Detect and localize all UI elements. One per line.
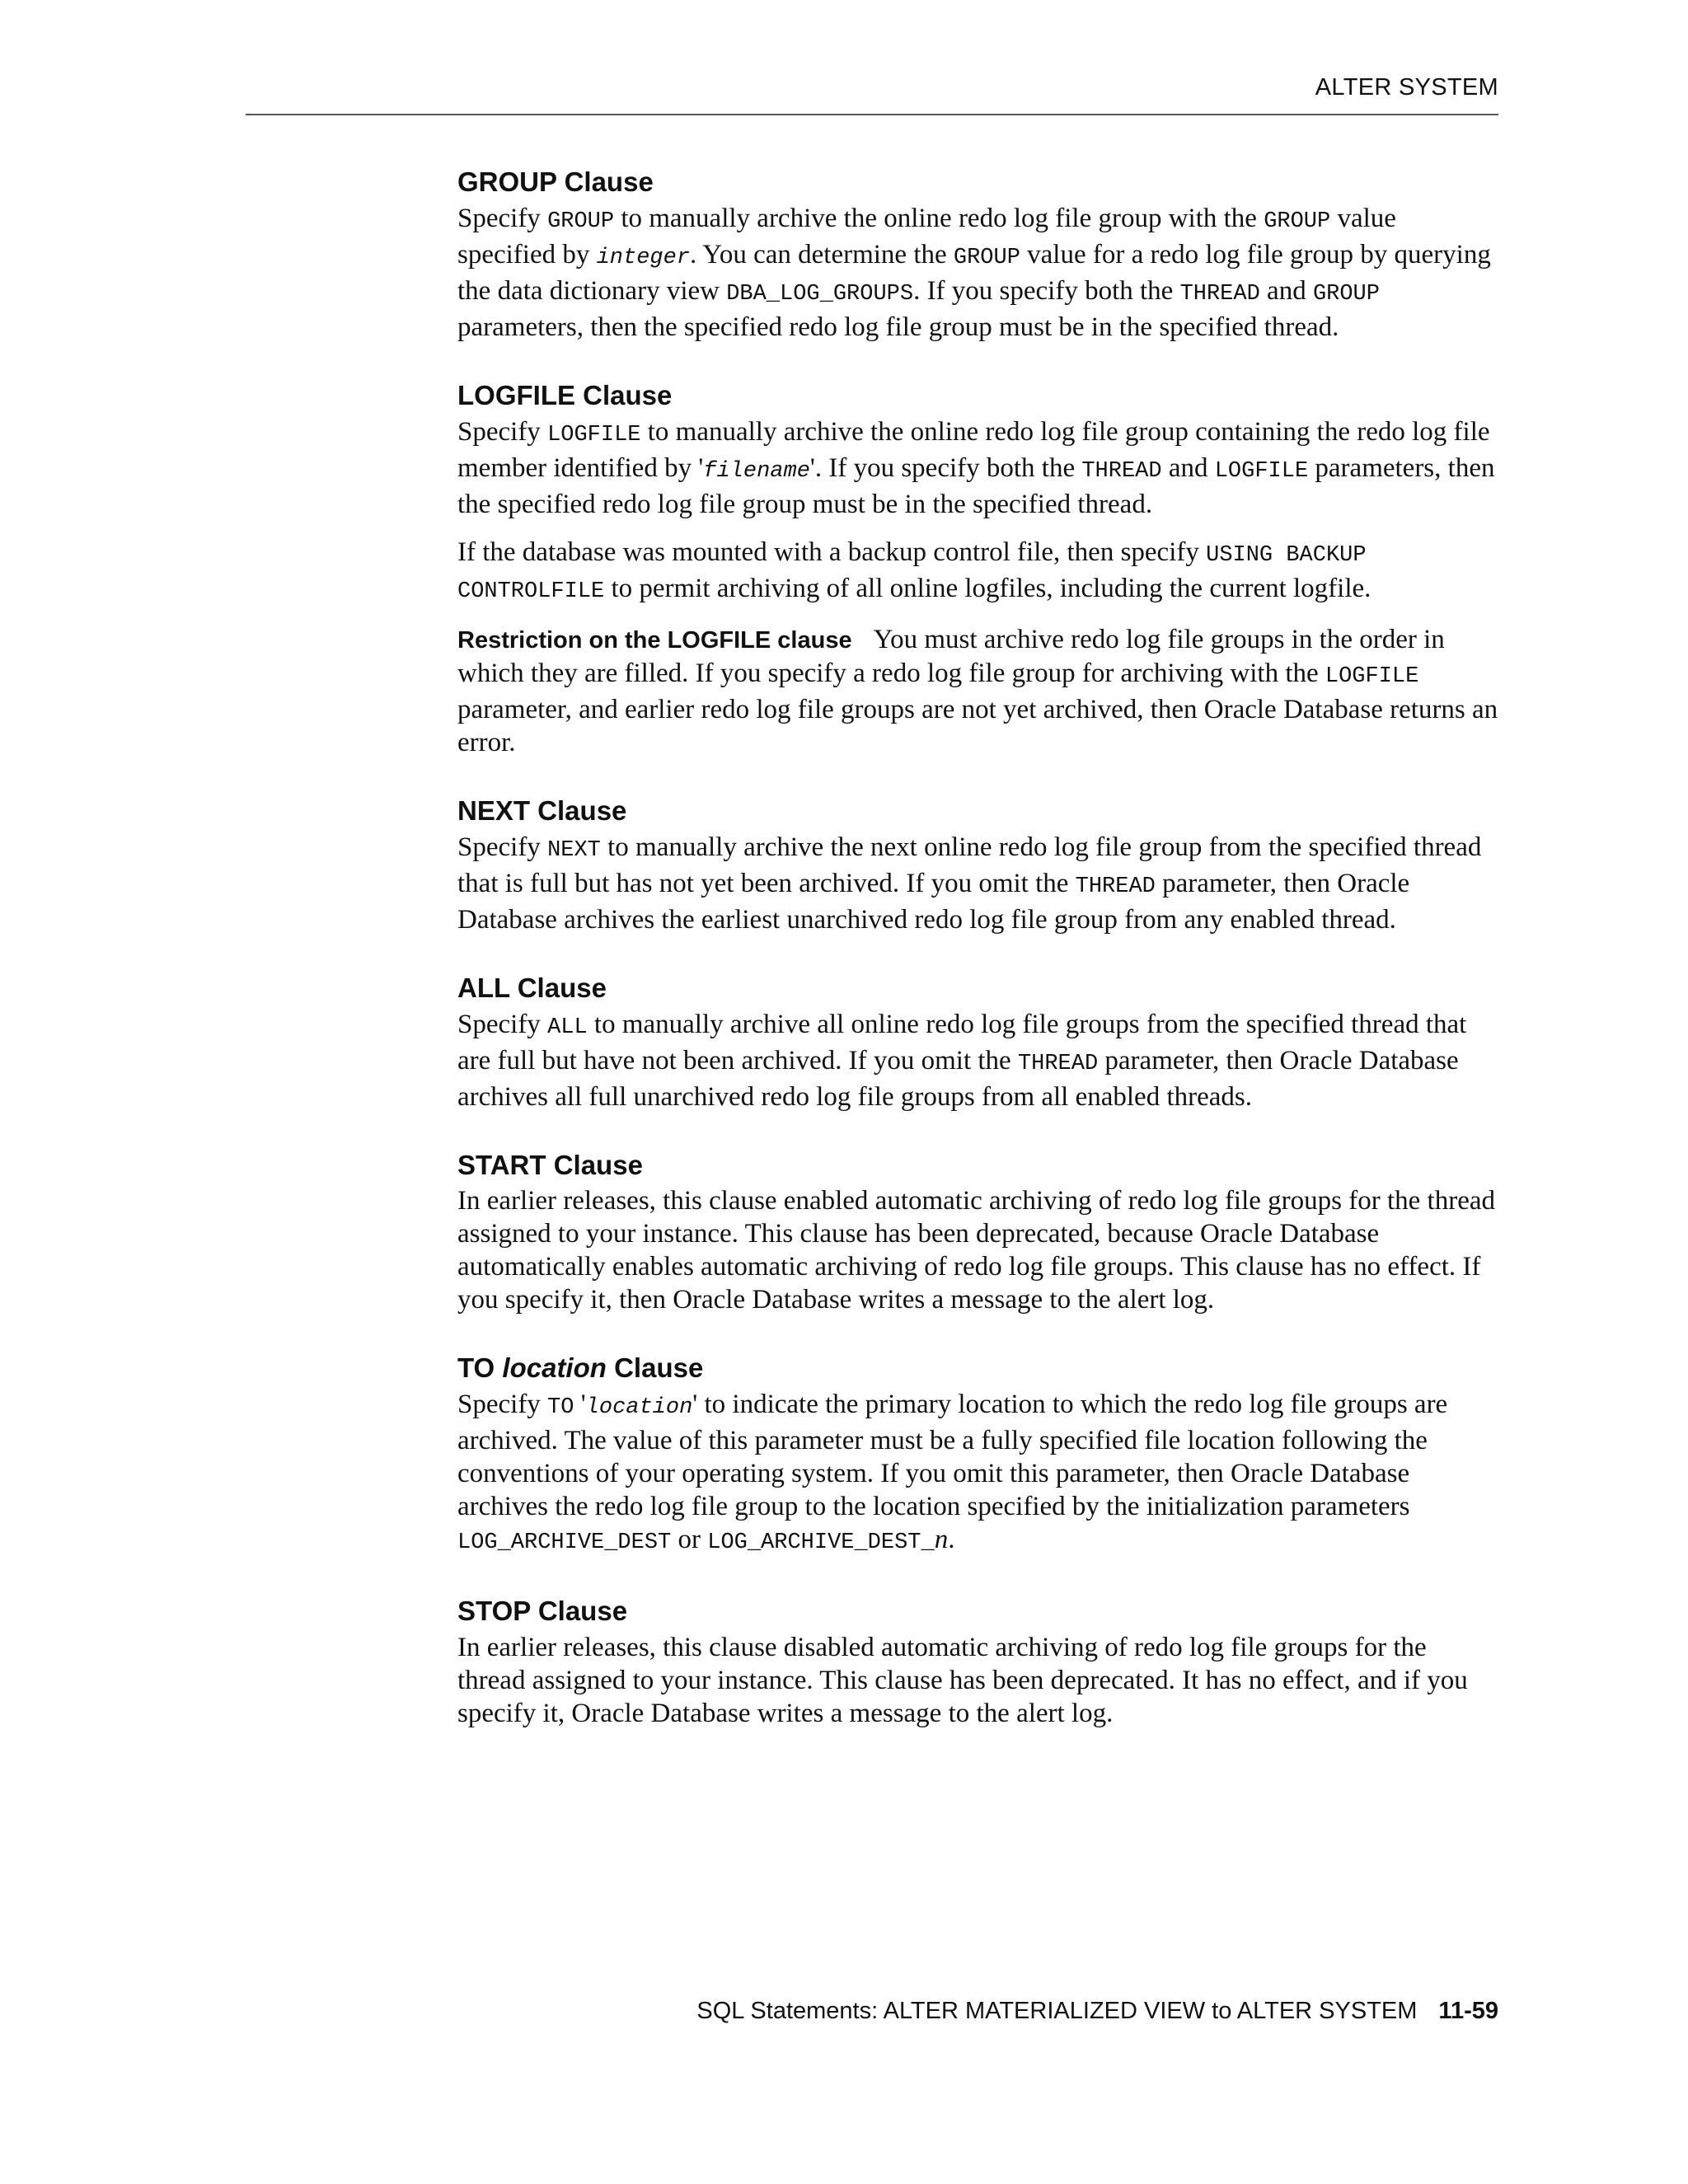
text: If the database was mounted with a backup control file, then specify	[457, 537, 1207, 567]
code-keyword: LOGFILE	[547, 422, 641, 448]
text: Specify	[457, 832, 548, 862]
text: to manually archive all online redo log file groups from the specified thread that are full but have not been archived. If you omit the	[457, 1009, 1467, 1076]
text: and	[1259, 275, 1313, 306]
text: ' to indicate the primary location to which the redo log file groups are archived. The value of this parameter must be a fully specified file location following the conventions of your operating system. If you omit this parameter, then Oracle Database archives the redo log file group to the location specified by the initialization parameters	[457, 1390, 1448, 1522]
footer-page-number: 11-59	[1438, 1998, 1498, 2024]
text: to permit archiving of all online logfiles, including the current logfile.	[604, 573, 1372, 603]
heading-text: TO	[457, 1352, 503, 1384]
text: to manually archive the online redo log file group with the	[614, 203, 1264, 233]
heading-group-clause: GROUP Clause	[457, 166, 654, 197]
text: . You can determine the	[690, 239, 954, 269]
text: parameters, then the specified redo log file group must be in the specified thread.	[457, 452, 1495, 519]
heading-logfile-clause: LOGFILE Clause	[457, 379, 673, 410]
code-keyword: GROUP	[1312, 281, 1380, 307]
code-keyword: DBA_LOG_GROUPS	[726, 281, 914, 307]
section-to-location-clause	[457, 1351, 1500, 1559]
text: or	[671, 1525, 708, 1555]
heading-all-clause: ALL Clause	[457, 972, 607, 1003]
heading-start-clause: START Clause	[457, 1149, 643, 1180]
code-keyword: GROUP	[1264, 209, 1331, 234]
text: . If you specify both the	[913, 275, 1180, 306]
text: You must archive redo log file groups in the order in which they are filled. If you specify a redo log file group for archiving with the	[457, 624, 1445, 688]
code-keyword: THREAD	[1075, 874, 1156, 899]
page-content	[457, 165, 1500, 1765]
text: Specify	[457, 203, 548, 233]
text: to manually archive the online redo log file group containing the redo log file member identified by '	[457, 416, 1490, 483]
heading-text: Clause	[606, 1352, 704, 1384]
code-keyword: USING BACKUP CONTROLFILE	[457, 542, 1367, 604]
code-keyword: THREAD	[1081, 458, 1162, 484]
text-italic: n	[934, 1525, 949, 1555]
code-keyword: THREAD	[1017, 1051, 1099, 1076]
paragraph-logfile-restriction	[457, 623, 1500, 759]
code-placeholder: location	[585, 1395, 693, 1421]
text: parameter, then Oracle Database archives all full unarchived redo log file groups from all enabled threads.	[457, 1045, 1459, 1112]
restriction-label: Restriction on the LOGFILE clause	[457, 626, 852, 654]
code-keyword: LOGFILE	[1214, 458, 1309, 484]
text: .	[948, 1525, 955, 1555]
text: parameter, and earlier redo log file groups are not yet archived, then Oracle Database returns an error.	[457, 694, 1498, 757]
paragraph-stop-clause: In earlier releases, this clause disabled automatic archiving of redo log file groups for the thread assigned to your instance. This clause has been deprecated. It has no effect, and if you specify it, Oracle Database writes a message to the alert log.	[457, 1633, 1468, 1729]
code-keyword: THREAD	[1179, 281, 1260, 307]
header-rule	[246, 114, 1498, 115]
text: parameter, then Oracle Database archives the earliest unarchived redo log file group from any enabled thread.	[457, 868, 1410, 935]
section-logfile-clause	[457, 378, 1500, 759]
code-keyword: GROUP	[953, 245, 1020, 270]
code-keyword: TO	[547, 1395, 574, 1421]
paragraph-logfile-clause-1	[457, 415, 1500, 521]
paragraph-to-location-clause	[457, 1388, 1500, 1559]
text: '	[574, 1390, 586, 1420]
running-header: ALTER SYSTEM	[1315, 74, 1498, 101]
paragraph-all-clause	[457, 1008, 1500, 1113]
text: Specify	[457, 1390, 548, 1420]
code-keyword: LOG_ARCHIVE_DEST_	[707, 1530, 935, 1556]
text: and	[1161, 452, 1215, 483]
code-keyword: NEXT	[547, 837, 601, 863]
heading-next-clause: NEXT Clause	[457, 794, 627, 826]
page-footer	[696, 1998, 1498, 2025]
text: '. If you specify both the	[809, 452, 1082, 483]
paragraph-start-clause: In earlier releases, this clause enabled automatic archiving of redo log file groups for the thread assigned to your instance. This clause has been deprecated, because Oracle Database automatically enables automatic archiving of redo log file groups. This clause has no effect. If you specify it, then Oracle Database writes a message to the alert log.	[457, 1186, 1495, 1315]
code-keyword: GROUP	[547, 209, 615, 234]
code-placeholder: filename	[703, 458, 810, 484]
section-next-clause	[457, 794, 1500, 936]
code-keyword: LOG_ARCHIVE_DEST	[457, 1530, 672, 1556]
text: value specified by	[457, 203, 1396, 269]
code-placeholder: integer	[596, 245, 691, 270]
heading-stop-clause: STOP Clause	[457, 1596, 628, 1627]
code-keyword: ALL	[547, 1015, 588, 1040]
paragraph-logfile-clause-2	[457, 536, 1500, 608]
heading-text-italic: location	[502, 1352, 607, 1384]
section-stop-clause	[457, 1594, 1500, 1730]
section-start-clause	[457, 1148, 1500, 1317]
code-keyword: LOGFILE	[1325, 663, 1419, 689]
text: Specify	[457, 1009, 548, 1039]
heading-to-location-clause	[457, 1351, 1500, 1386]
text: parameters, then the specified redo log file group must be in the specified thread.	[457, 312, 1339, 342]
footer-book-title: SQL Statements: ALTER MATERIALIZED VIEW to ALTER SYSTEM	[696, 1998, 1418, 2024]
text: Specify	[457, 416, 548, 447]
section-all-clause	[457, 971, 1500, 1113]
text: to manually archive the next online redo log file group from the specified thread that is full but has not yet been archived. If you omit the	[457, 832, 1482, 898]
text: value for a redo log file group by querying the data dictionary view	[457, 239, 1491, 306]
paragraph-group-clause	[457, 202, 1500, 344]
section-group-clause	[457, 165, 1500, 344]
paragraph-next-clause	[457, 831, 1500, 936]
